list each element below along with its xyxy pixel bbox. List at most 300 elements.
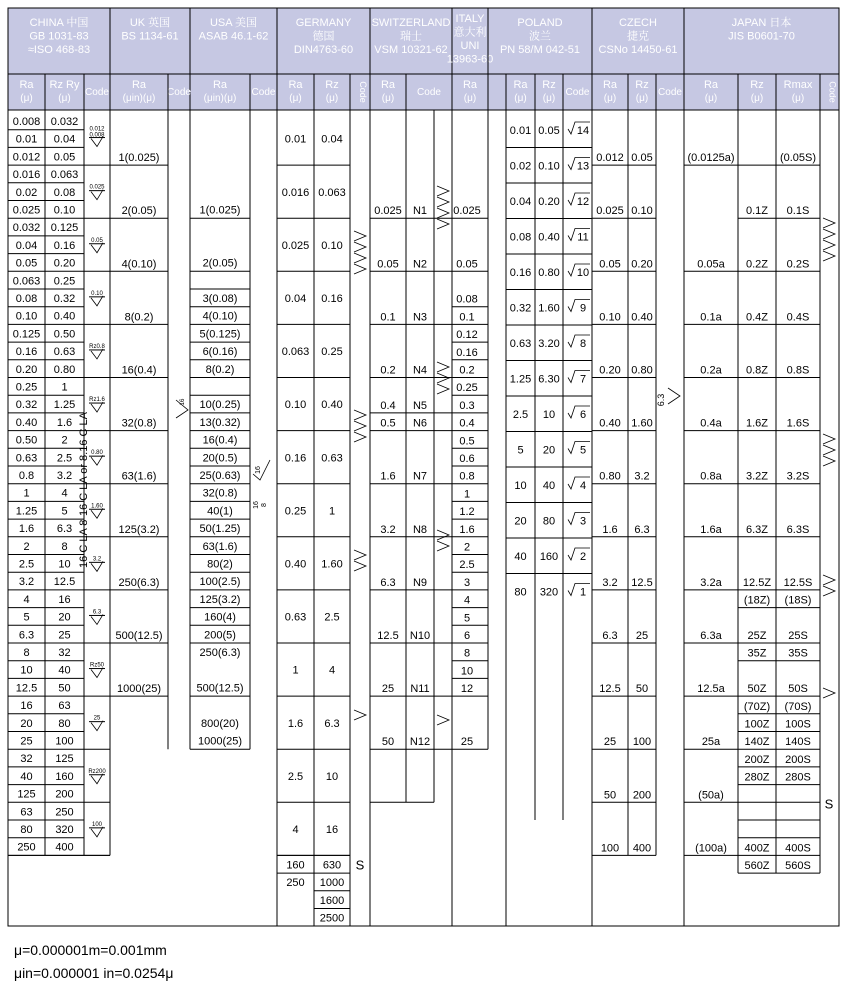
switzerland-ra-value: 6.3 <box>380 576 396 589</box>
japan-rz-value: 6.3Z <box>745 523 769 536</box>
germany-rz-value: 0.63 <box>321 452 343 465</box>
germany-ra-value: 0.04 <box>284 293 307 305</box>
triangle-icon <box>823 229 835 239</box>
triangle-icon <box>823 240 835 250</box>
china-rz-value: 25 <box>58 629 71 642</box>
column-header: Ra <box>513 79 528 91</box>
footnote-microinch: μin=0.000001 in=0.0254μ <box>14 965 174 981</box>
china-code-label: 25 <box>93 715 101 722</box>
usa-ra-value: 40(1) <box>207 505 233 518</box>
czech-ra-value: 0.20 <box>599 364 621 377</box>
column-header-unit: (μ) <box>542 93 556 104</box>
china-rz-value: 0.50 <box>53 328 76 341</box>
china-rz-value: 160 <box>55 770 74 783</box>
usa-code-label: 16 <box>255 466 262 474</box>
china-code-label: 0.025 <box>89 184 105 191</box>
uk-ra-value: 8(0.2) <box>124 311 154 324</box>
code-header: Code <box>417 87 441 98</box>
czech-ra-value: 0.40 <box>599 417 621 430</box>
code-header: Code <box>827 81 838 103</box>
switzerland-ra-value: 0.4 <box>380 399 396 412</box>
poland-code-value: 13 <box>576 160 590 173</box>
germany-ra-value: 0.063 <box>281 346 310 359</box>
czech-code-icon <box>668 388 680 404</box>
china-rz-value: 80 <box>58 717 71 730</box>
italy-ra-value: 10 <box>460 665 474 678</box>
china-code-label: Rz50 <box>89 662 105 669</box>
switzerland-n-value: N1 <box>412 205 428 218</box>
czech-ra-value: 0.05 <box>599 258 621 271</box>
japan-rz-value: 200Z <box>744 753 770 766</box>
china-ra-value: 0.05 <box>15 257 38 270</box>
column-header-unit: (μ) <box>381 93 395 104</box>
uk-ra-value: 1(0.025) <box>118 152 160 165</box>
uk-ra-value: 32(0.8) <box>121 417 157 430</box>
china-rz-value: 2 <box>61 434 68 447</box>
poland-rz-value: 0.05 <box>538 125 560 137</box>
triangle-icon <box>437 186 449 196</box>
column-header-unit: (μ) <box>463 93 477 104</box>
czech-ra-value: 0.80 <box>599 470 621 483</box>
poland-rz-value: 20 <box>542 444 556 457</box>
china-ra-value: 0.20 <box>15 363 38 376</box>
germany-rz-value: 10 <box>325 770 339 783</box>
switzerland-ra-value: 25 <box>381 683 395 696</box>
czech-ra-value: 12.5 <box>599 683 621 696</box>
japan-rmax-value: 200S <box>785 753 811 766</box>
code-header: Code <box>167 87 191 98</box>
code-header: Code <box>565 87 590 98</box>
czech-rz-value: 12.5 <box>631 576 653 589</box>
italy-ra-value: 0.2 <box>459 364 475 377</box>
triangle-icon <box>354 253 366 263</box>
triangle-icon <box>354 421 366 431</box>
triangle-icon <box>823 251 835 261</box>
poland-code-value: 3 <box>579 515 587 528</box>
poland-ra-value: 0.08 <box>509 231 532 244</box>
switzerland-ra-value: 0.5 <box>380 417 396 430</box>
triangle-icon <box>823 434 835 444</box>
code-header: Code <box>658 87 682 98</box>
china-ra-value: 0.063 <box>12 275 41 288</box>
japan-rmax-value: 280S <box>785 771 811 784</box>
country-header-text: VSM 10321-62 <box>374 44 448 56</box>
czech-rz-value: 3.2 <box>634 470 650 483</box>
china-code-label: 0.80 <box>91 450 103 457</box>
japan-rmax-value: 50S <box>788 683 808 696</box>
china-ra-value: 40 <box>20 770 33 783</box>
china-rz-value: 1.25 <box>53 399 76 412</box>
japan-ra-value: 0.2a <box>700 364 722 377</box>
usa-ra-value: 250(6.3) <box>199 647 241 659</box>
china-ra-value: 0.16 <box>15 346 38 359</box>
china-code-label: Rz0.8 <box>89 343 105 350</box>
china-rz-value: 0.80 <box>53 363 76 376</box>
china-ra-value: 10 <box>20 664 33 677</box>
china-ra-value: 0.25 <box>15 381 38 394</box>
switzerland-ra-value: 3.2 <box>380 523 396 536</box>
japan-rz-value: 0.8Z <box>745 364 769 377</box>
china-rz-value: 0.032 <box>50 116 79 128</box>
switzerland-n-value: N12 <box>409 736 431 749</box>
czech-ra-value: 1.6 <box>602 523 618 536</box>
poland-rz-value: 160 <box>539 551 559 563</box>
switzerland-ra-value: 0.025 <box>374 205 402 218</box>
column-header: Ra <box>212 79 228 91</box>
japan-rmax-value: 140S <box>785 736 811 749</box>
germany-ra-value: 4 <box>292 824 299 836</box>
country-header-text: USA 美国 <box>209 17 258 29</box>
germany-rz-value: 2.5 <box>324 611 340 624</box>
czech-rz-value: 0.20 <box>631 258 653 271</box>
switzerland-ra-value: 0.2 <box>380 364 396 377</box>
italy-ra-value: 0.8 <box>459 470 475 483</box>
triangle-icon <box>354 264 366 274</box>
italy-ra-value: 1 <box>463 488 471 501</box>
germany-ra-value: 0.25 <box>284 505 307 518</box>
china-ra-value: 0.8 <box>18 470 35 482</box>
poland-code-value: 4 <box>579 480 587 492</box>
italy-ra-value: 0.1 <box>459 311 475 324</box>
uk-ra-value: 500(12.5) <box>115 630 163 642</box>
switzerland-n-value: N4 <box>412 364 428 377</box>
italy-ra-value: 3 <box>463 576 471 589</box>
japan-rz-value: 140Z <box>744 736 770 749</box>
china-rz-value: 5 <box>61 505 68 518</box>
poland-code-value: 9 <box>579 302 587 315</box>
italy-ra-value: 4 <box>463 594 471 607</box>
czech-ra-value: 6.3 <box>602 630 618 642</box>
column-header-unit: (μ) <box>514 93 527 104</box>
country-header-text: GB 1031-83 <box>29 30 89 43</box>
czech-ra-value: 3.2 <box>602 576 618 589</box>
switzerland-n-value: N6 <box>412 417 428 430</box>
usa-ra-value: 2(0.05) <box>202 257 238 270</box>
japan-rmax-value: 0.1S <box>786 205 810 218</box>
china-ra-value: 4 <box>23 593 30 606</box>
usa-ra-value: 800(20) <box>201 717 239 730</box>
poland-ra-value: 5 <box>517 444 524 457</box>
poland-code-value: 14 <box>576 125 590 137</box>
germany-ra-value: 0.016 <box>281 186 310 199</box>
czech-code-label: 6.3 <box>656 393 666 407</box>
china-ra-value: 0.32 <box>15 399 38 412</box>
japan-rz-value: (70Z) <box>743 700 771 713</box>
switzerland-n-value: N5 <box>412 399 428 412</box>
usa-ra-value: 32(0.8) <box>202 487 238 500</box>
china-rz-value: 0.04 <box>53 133 76 146</box>
switzerland-ra-value: 12.5 <box>377 630 399 642</box>
china-ra-value: 0.016 <box>12 169 41 182</box>
japan-ra-value: (50a) <box>698 789 724 802</box>
china-rz-value: 320 <box>55 824 74 836</box>
uk-ra-value: 125(3.2) <box>118 523 160 536</box>
italy-ra-value: 2.5 <box>459 559 475 572</box>
country-header-text: UNI <box>460 40 480 52</box>
china-ra-value: 5 <box>23 611 30 624</box>
usa-ra-value: 125(3.2) <box>199 593 241 606</box>
usa-ra-value: 6(0.16) <box>202 346 238 359</box>
japan-rz-value: 280Z <box>744 771 770 784</box>
uk-ra-value: 2(0.05) <box>121 205 157 218</box>
china-ra-value: 2 <box>23 540 30 553</box>
usa-ra-value: 3(0.08) <box>202 293 238 305</box>
country-header-text: GERMANY <box>295 17 352 29</box>
germany-ra-value: 1 <box>292 664 299 677</box>
code-header: Code <box>85 87 109 98</box>
china-ra-value: 0.50 <box>15 434 38 447</box>
italy-ra-value: 0.025 <box>453 205 481 218</box>
switzerland-n-value: N9 <box>412 576 428 589</box>
switzerland-n-value: N8 <box>412 523 428 536</box>
china-ra-value: 125 <box>17 788 36 801</box>
italy-ra-value: 12 <box>460 683 474 696</box>
czech-rz-value: 0.05 <box>631 152 653 165</box>
czech-ra-value: 0.012 <box>596 152 624 165</box>
china-rz-value: 0.05 <box>53 151 76 164</box>
china-ra-value: 0.012 <box>12 151 41 164</box>
italy-ra-value: 0.6 <box>459 453 475 465</box>
china-ra-value: 6.3 <box>18 629 35 642</box>
china-ra-value: 80 <box>20 824 33 836</box>
italy-ra-value: 0.5 <box>459 435 475 448</box>
czech-rz-value: 50 <box>635 683 649 696</box>
poland-rz-value: 0.10 <box>538 160 560 173</box>
uk-ra-value: 250(6.3) <box>118 576 160 589</box>
china-rz-value: 0.63 <box>53 346 76 359</box>
poland-rz-value: 6.30 <box>538 373 560 386</box>
country-header-text: CSNo 14450-61 <box>598 44 678 56</box>
italy-ra-value: 0.12 <box>456 329 478 342</box>
usa-ra-value: 100(2.5) <box>199 576 241 589</box>
column-header: Ra <box>288 79 303 91</box>
japan-rmax-value: 35S <box>788 647 808 660</box>
italy-ra-value: 8 <box>463 647 471 660</box>
czech-ra-value: 0.10 <box>599 311 621 324</box>
germany-rz-value: 0.10 <box>321 239 343 252</box>
triangle-icon <box>437 208 449 218</box>
germany-ra-value: 0.025 <box>281 239 310 252</box>
china-ra-value: 1.25 <box>15 505 38 518</box>
china-code-label: 0.05 <box>91 237 103 244</box>
column-header: Ra <box>19 79 34 91</box>
japan-ra-value: (100a) <box>695 842 727 855</box>
china-code-label: 3.2 <box>92 556 102 563</box>
china-ra-value: 0.125 <box>12 328 41 341</box>
czech-rz-value: 400 <box>632 842 652 855</box>
japan-rz-value: 1.6Z <box>745 417 769 430</box>
column-header: Ra <box>462 79 478 91</box>
germany-ra-value: 0.16 <box>284 452 307 465</box>
poland-rz-value: 0.20 <box>538 196 560 208</box>
column-header-unit: (μ) <box>750 93 764 104</box>
czech-ra-value: 50 <box>603 789 617 802</box>
triangle-icon <box>823 445 835 455</box>
germany-ra-value: 2.5 <box>287 770 304 783</box>
germany-rz-value: 0.40 <box>321 399 343 412</box>
poland-ra-value: 10 <box>514 480 527 492</box>
china-rz-value: 400 <box>55 841 74 854</box>
japan-ra-value: 0.1a <box>700 311 722 324</box>
column-header-unit: (μin)(μ) <box>122 93 156 104</box>
country-header-text: JIS B0601-70 <box>728 30 795 43</box>
poland-rz-value: 320 <box>539 586 559 599</box>
triangle-icon <box>823 218 835 228</box>
czech-rz-value: 100 <box>632 736 652 749</box>
china-code-label: Rz200 <box>88 768 106 775</box>
country-header-text: JAPAN 日本 <box>731 17 792 29</box>
poland-ra-value: 0.32 <box>509 302 532 315</box>
poland-rz-value: 3.20 <box>538 338 560 350</box>
china-rz-value: 0.16 <box>53 239 76 252</box>
china-ra-value: 0.032 <box>12 222 41 235</box>
poland-rz-value: 0.80 <box>538 267 560 279</box>
czech-rz-value: 25 <box>635 630 649 642</box>
china-rz-value: 50 <box>58 682 71 695</box>
china-code-label: 0.012 <box>89 126 105 133</box>
usa-ra-value: 160(4) <box>204 611 236 624</box>
country-header-text: CHINA 中国 <box>29 17 89 29</box>
country-header-text: 波兰 <box>529 30 551 43</box>
china-ra-value: 63 <box>20 806 33 819</box>
china-rz-value: 63 <box>58 700 71 713</box>
japan-ra-value: 0.4a <box>700 417 722 430</box>
china-ra-value: 0.02 <box>15 186 38 199</box>
china-rz-value: 0.125 <box>50 222 79 235</box>
column-header-unit: (μin)(μ) <box>203 93 237 104</box>
uk-ra-value: 4(0.10) <box>121 258 157 271</box>
usa-code-label: 8 <box>261 503 268 507</box>
poland-code-value: 10 <box>576 267 590 279</box>
china-rz-value: 10 <box>58 558 71 571</box>
japan-rmax-value: (18S) <box>784 594 812 607</box>
japan-ra-value: (0.0125a) <box>687 152 735 165</box>
poland-rz-value: 0.40 <box>538 231 560 244</box>
japan-rmax-value: 560S <box>785 860 811 873</box>
germany-rz-value: 1600 <box>319 894 345 907</box>
czech-ra-value: 100 <box>600 842 620 855</box>
china-rz-value: 1.6 <box>56 416 73 429</box>
country-header-text: ASAB 46.1-62 <box>198 30 269 43</box>
triangle-icon <box>437 362 449 372</box>
triangle-icon <box>437 384 449 394</box>
china-ra-value: 25 <box>20 735 33 748</box>
japan-rmax-value: 0.8S <box>786 364 810 377</box>
switzerland-ra-value: 0.05 <box>377 258 399 271</box>
china-rz-value: 125 <box>55 753 74 766</box>
italy-ra-value: 5 <box>463 612 471 625</box>
czech-ra-value: 0.025 <box>596 205 624 218</box>
usa-ra-value: 10(0.25) <box>199 399 241 412</box>
germany-rz-value: 0.063 <box>318 186 346 199</box>
poland-ra-value: 2.5 <box>512 409 529 421</box>
poland-ra-value: 0.63 <box>509 338 532 350</box>
japan-ra-value: 0.05a <box>697 258 725 271</box>
country-header-text: DIN4763-60 <box>293 44 354 56</box>
china-code-label: 0.10 <box>91 290 103 297</box>
japan-rmax-value: 1.6S <box>786 417 810 430</box>
country-header-text: POLAND <box>517 17 563 29</box>
usa-ra-value: 8(0.2) <box>205 363 235 376</box>
usa-ra-value: 16(0.4) <box>202 434 238 447</box>
usa-ra-value: 63(1.6) <box>202 540 238 553</box>
column-header: Rz <box>750 79 764 91</box>
china-code-label: 1.60 <box>91 503 103 510</box>
italy-ra-value: 1.2 <box>459 506 475 519</box>
china-rz-value: 0.08 <box>53 186 76 199</box>
china-ra-value: 0.63 <box>15 452 38 465</box>
china-ra-value: 250 <box>17 841 36 854</box>
germany-ra-value: 0.10 <box>284 399 307 412</box>
china-rz-value: 1 <box>61 381 68 394</box>
china-code-label: Rz1.6 <box>89 397 105 404</box>
country-header-text: 捷克 <box>627 30 649 43</box>
usa-ra-value: 4(0.10) <box>202 310 238 323</box>
china-ra-value: 8 <box>23 647 30 659</box>
usa-ra-value: 80(2) <box>207 558 233 571</box>
italy-ra-value: 0.25 <box>456 382 478 395</box>
japan-rz-value: 0.4Z <box>745 311 769 324</box>
china-ra-value: 20 <box>20 717 33 730</box>
uk-code-mark: 16 <box>180 398 186 406</box>
poland-rz-value: 80 <box>542 515 556 528</box>
czech-rz-value: 6.3 <box>634 523 650 536</box>
japan-rz-value: 0.2Z <box>745 258 769 271</box>
poland-rz-value: 40 <box>542 480 556 492</box>
triangle-icon <box>437 219 449 229</box>
poland-ra-value: 0.16 <box>509 267 532 279</box>
switzerland-n-value: N2 <box>412 258 428 271</box>
czech-rz-value: 1.60 <box>631 417 653 430</box>
triangle-icon <box>437 530 449 540</box>
germany-rz-value: 1.60 <box>321 558 343 571</box>
column-header-unit: (μ) <box>791 93 805 104</box>
country-header-text: 德国 <box>312 30 335 43</box>
country-header-text: PN 58/M 042-51 <box>499 44 581 56</box>
germany-rz-value: 0.04 <box>321 133 343 146</box>
poland-ra-value: 80 <box>514 586 527 599</box>
poland-ra-value: 0.02 <box>509 160 532 173</box>
germany-rz-value: 0.16 <box>321 293 343 305</box>
japan-rmax-value: 0.2S <box>786 258 810 271</box>
japan-code-s: S <box>824 796 834 812</box>
czech-rz-value: 0.10 <box>631 205 653 218</box>
china-ra-value: 3.2 <box>18 576 35 589</box>
japan-rz-value: 50Z <box>747 683 767 696</box>
czech-rz-value: 0.40 <box>631 311 653 324</box>
china-ra-value: 0.025 <box>12 204 41 217</box>
triangle-icon <box>823 586 835 596</box>
germany-rz-value: 0.25 <box>321 346 343 359</box>
column-header: Ra <box>703 79 719 91</box>
usa-ra-value: 13(0.32) <box>199 416 241 429</box>
china-rz-value: 6.3 <box>56 523 73 536</box>
china-rz-value: 40 <box>58 664 71 677</box>
column-header: Rz Ry <box>49 79 80 91</box>
japan-rmax-value: 3.2S <box>786 470 810 483</box>
poland-rz-value: 1.60 <box>538 302 560 315</box>
column-header-unit: (μ) <box>603 93 617 104</box>
switzerland-n-value: N7 <box>412 470 428 483</box>
poland-code-value: 8 <box>579 338 587 350</box>
china-rz-value: 200 <box>55 788 74 801</box>
poland-ra-value: 0.04 <box>509 196 532 208</box>
china-rz-value: 16 <box>58 593 71 606</box>
column-header: Rz <box>635 79 649 91</box>
china-ra-value: 0.01 <box>15 133 38 146</box>
china-rz-value: 20 <box>58 611 71 624</box>
germany-rz-value: 1 <box>328 505 336 518</box>
